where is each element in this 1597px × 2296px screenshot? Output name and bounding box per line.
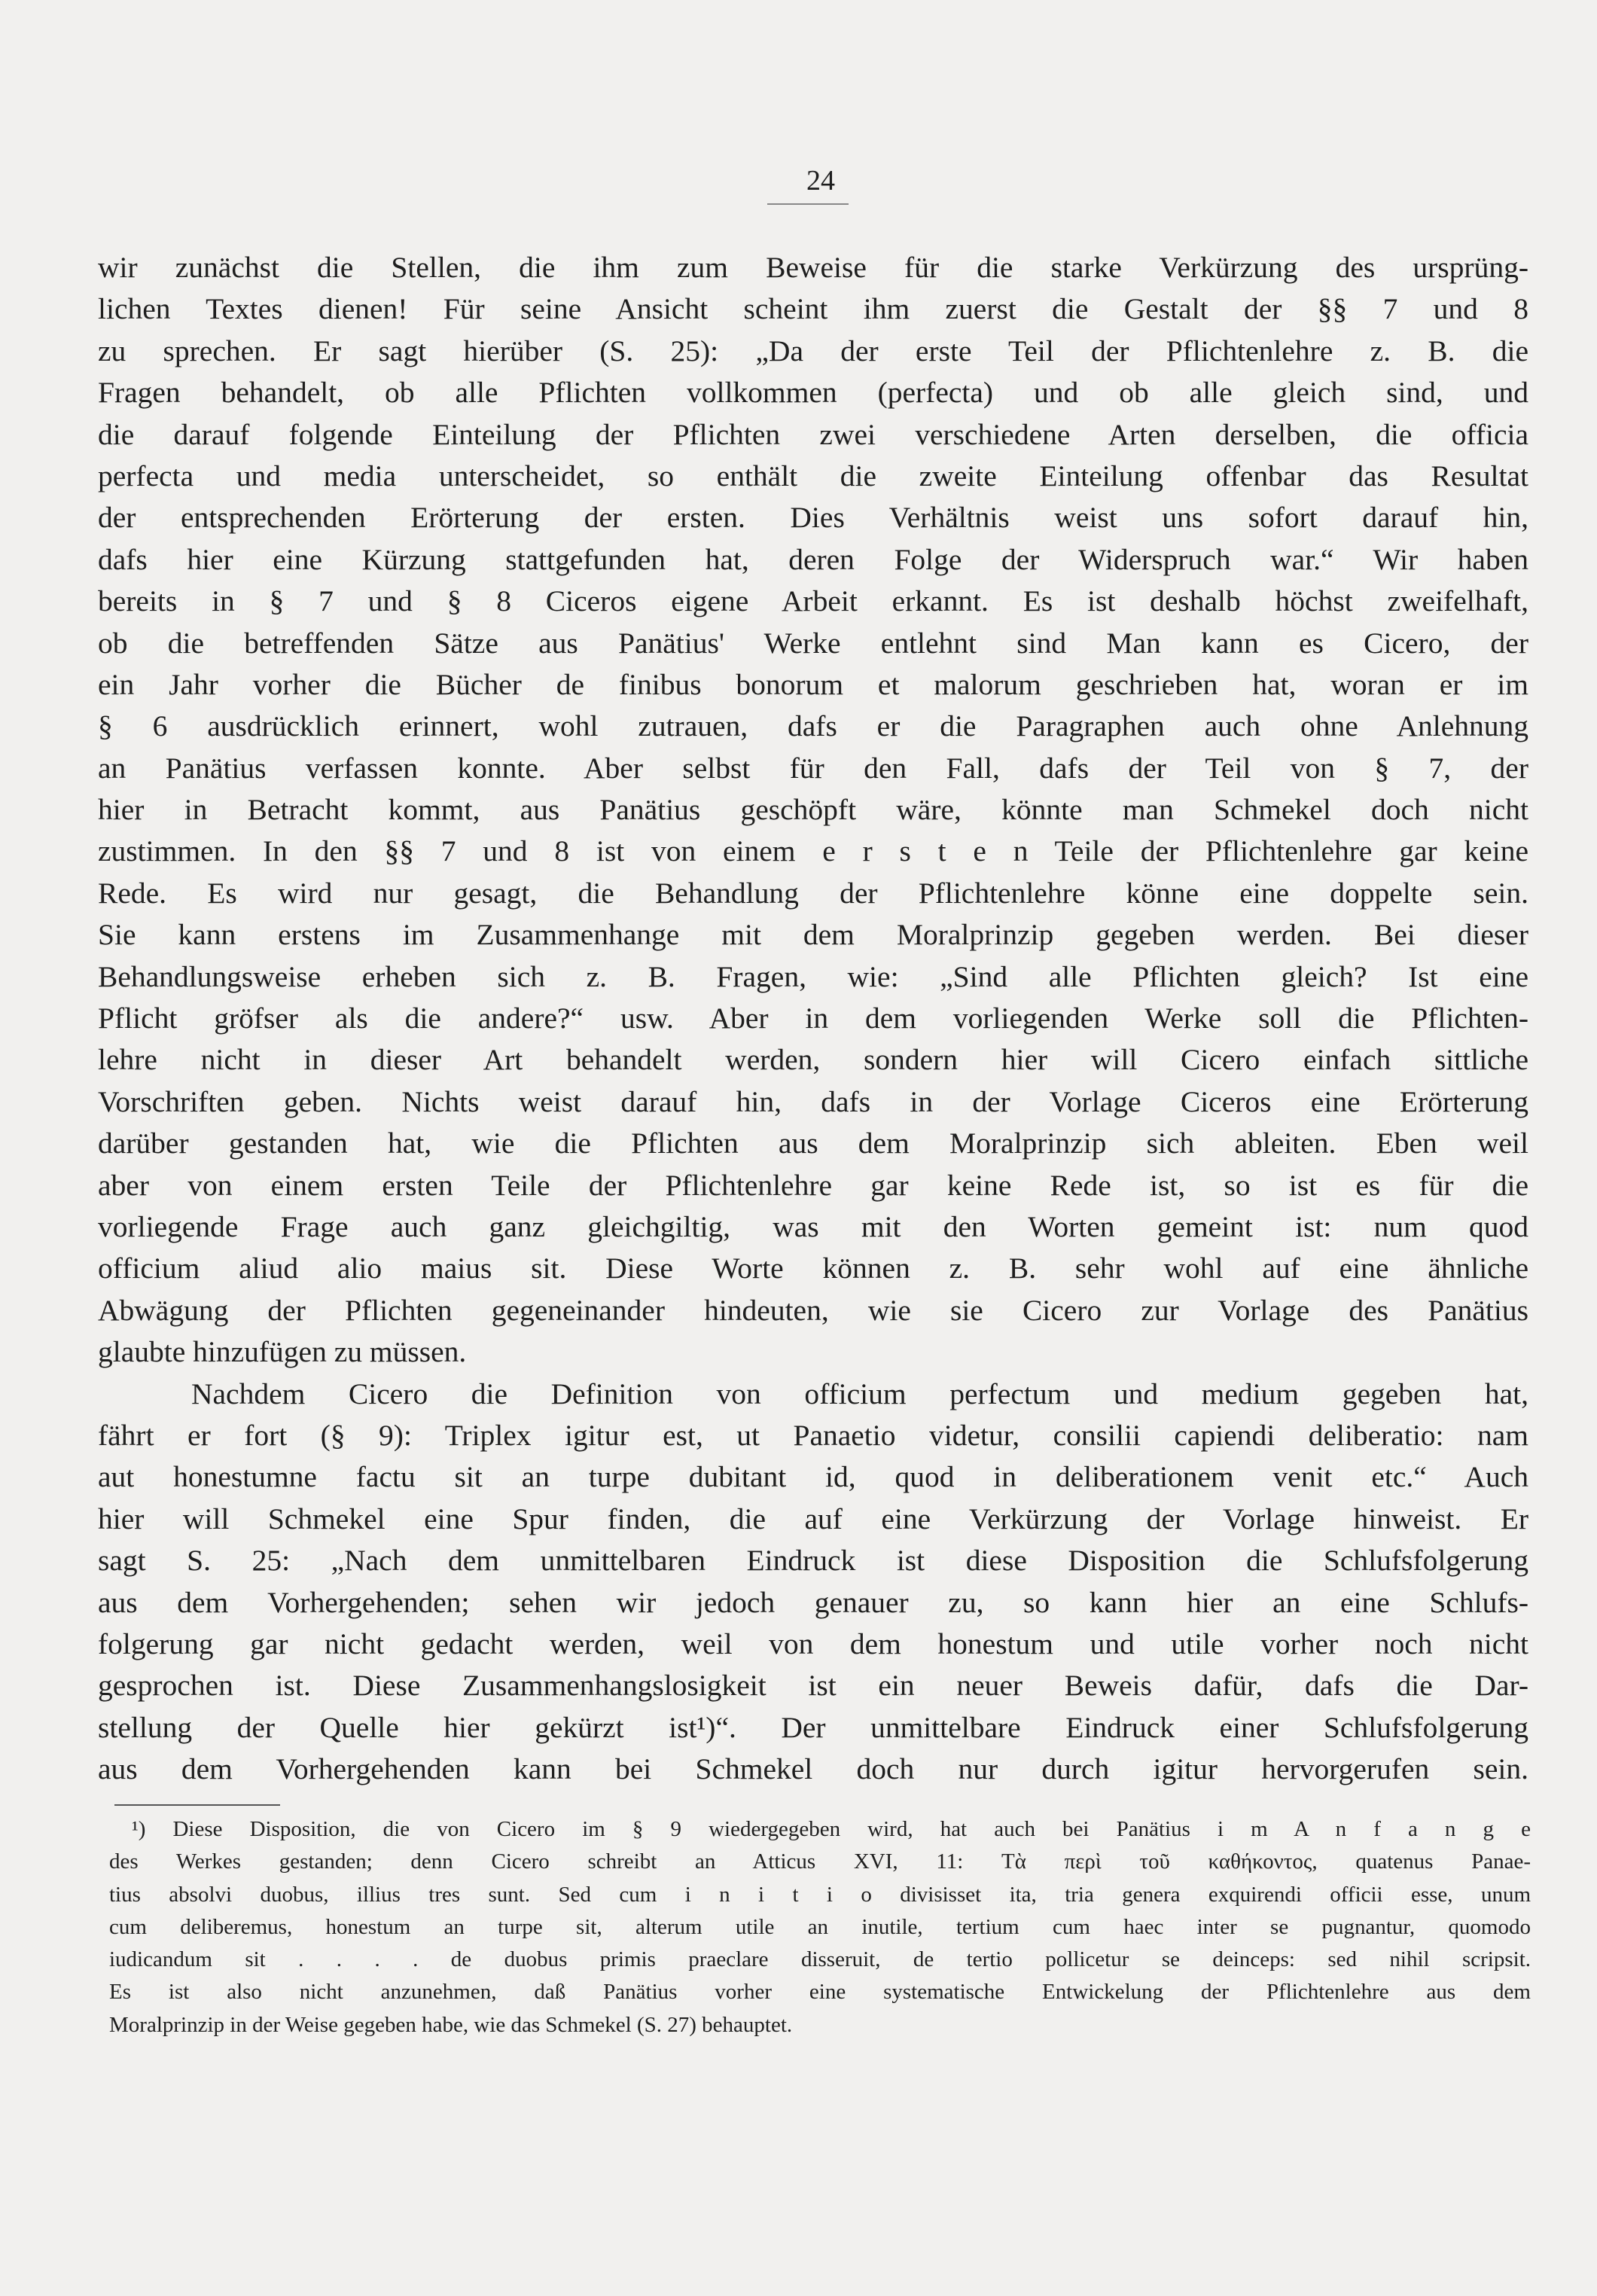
body-line: lichen Textes dienen! Für seine Ansicht scheint ihm zuerst die Gestalt der §§ 7 und 8 (98, 292, 1528, 326)
footnote-line: cum deliberemus, honestum an turpe sit, alterum utile an inutile, tertium cum haec inter se pugnantur, quomodo (109, 1914, 1531, 1939)
body-line: fährt er fort (§ 9): Triplex igitur est, ut Panaetio videtur, consilii capiendi deliberatio: nam (98, 1418, 1528, 1452)
body-line: § 6 ausdrücklich erinnert, wohl zutrauen, dafs er die Paragraphen auch ohne Anlehnung (98, 709, 1528, 743)
footnote-rule (114, 1804, 280, 1806)
body-line: ein Jahr vorher die Bücher de finibus bonorum et malorum geschrieben hat, woran er im (98, 667, 1528, 701)
body-line: dafs hier eine Kürzung stattgefunden hat, deren Folge der Widerspruch war.“ Wir haben (98, 542, 1528, 576)
body-line: an Panätius verfassen konnte. Aber selbst für den Fall, dafs der Teil von § 7, der (98, 751, 1528, 785)
body-line: sagt S. 25: „Nach dem unmittelbaren Eindruck ist diese Disposition die Schlufsfolgerung (98, 1544, 1528, 1578)
footnote-line: Moralprinzip in der Weise gegeben habe, wie das Schmekel (S. 27) behauptet. (109, 2012, 793, 2037)
body-line: perfecta und media unterscheidet, so enthält die zweite Einteilung offenbar das Resultat (98, 459, 1528, 492)
body-line: lehre nicht in dieser Art behandelt werden, sondern hier will Cicero einfach sittliche (98, 1043, 1528, 1077)
body-line: der entsprechenden Erörterung der ersten. Dies Verhältnis weist uns sofort darauf hin, (98, 501, 1528, 535)
body-line: darüber gestanden hat, wie die Pflichten aus dem Moralprinzip sich ableiten. Eben weil (98, 1127, 1528, 1160)
body-line: hier will Schmekel eine Spur finden, die auf eine Verkürzung der Vorlage hinweist. Er (98, 1502, 1528, 1535)
body-line: bereits in § 7 und § 8 Ciceros eigene Arbeit erkannt. Es ist deshalb höchst zweifelhaft, (98, 584, 1528, 618)
body-line: Vorschriften geben. Nichts weist darauf hin, dafs in der Vorlage Ciceros eine Erörterung (98, 1084, 1528, 1118)
body-line: Nachdem Cicero die Definition von officium perfectum und medium gegeben hat, (191, 1377, 1528, 1410)
body-line: Behandlungsweise erheben sich z. B. Fragen, wie: „Sind alle Pflichten gleich? Ist eine (98, 959, 1528, 993)
body-line: die darauf folgende Einteilung der Pflichten zwei verschiedene Arten derselben, die officia (98, 417, 1528, 451)
footnote-line: Es ist also nicht anzunehmen, daß Panätius vorher eine systematische Entwickelung der Pflichtenlehre aus dem (109, 1980, 1531, 2005)
footnotes (109, 1813, 1531, 2041)
body-line: Sie kann erstens im Zusammenhange mit dem Moralprinzip gegeben werden. Bei dieser (98, 918, 1528, 952)
body-line: officium aliud alio maius sit. Diese Worte können z. B. sehr wohl auf eine ähnliche (98, 1252, 1528, 1285)
body-line: wir zunächst die Stellen, die ihm zum Beweise für die starke Verkürzung des ursprüng- (98, 251, 1528, 284)
footnote-line: ¹) Diese Disposition, die von Cicero im § 9 wiedergegeben wird, hat auch bei Panätius i m A n f a n g e (132, 1817, 1531, 1841)
footnote-line: tius absolvi duobus, illius tres sunt. Sed cum i n i t i o divisisset ita, tria genera exquirendi officii esse, unum (109, 1882, 1531, 1907)
body-line: stellung der Quelle hier gekürzt ist¹)“. Der unmittelbare Eindruck einer Schlufsfolgerung (98, 1710, 1528, 1744)
body-line: Pflicht gröfser als die andere?“ usw. Aber in dem vorliegenden Werke soll die Pflichten- (98, 1002, 1528, 1035)
body-line: aus dem Vorhergehenden kann bei Schmekel doch nur durch igitur hervorgerufen sein. (98, 1752, 1528, 1786)
body-line: glaubte hinzufügen zu müssen. (98, 1335, 467, 1369)
body-line: Abwägung der Pflichten gegeneinander hindeuten, wie sie Cicero zur Vorlage des Panätius (98, 1293, 1528, 1327)
body-line: hier in Betracht kommt, aus Panätius geschöpft wäre, könnte man Schmekel doch nicht (98, 793, 1528, 827)
body-line: zu sprechen. Er sagt hierüber (S. 25): „Da der erste Teil der Pflichtenlehre z. B. die (98, 334, 1528, 367)
footnote-line: des Werkes gestanden; denn Cicero schreibt an Atticus XVI, 11: Τὰ περὶ τοῦ καθήκοντος, quatenus Panae- (109, 1849, 1531, 1874)
body-line: zustimmen. In den §§ 7 und 8 ist von einem e r s t e n Teile der Pflichtenlehre gar keine (98, 834, 1528, 868)
body-line: gesprochen ist. Diese Zusammenhangslosigkeit ist ein neuer Beweis dafür, dafs die Dar- (98, 1669, 1528, 1703)
body-line: Fragen behandelt, ob alle Pflichten vollkommen (perfecta) und ob alle gleich sind, und (98, 376, 1528, 410)
body-line: aus dem Vorhergehenden; sehen wir jedoch genauer zu, so kann hier an eine Schlufs- (98, 1585, 1528, 1619)
page-number-rule (767, 203, 849, 205)
body-line: folgerung gar nicht gedacht werden, weil von dem honestum und utile vorher noch nicht (98, 1627, 1528, 1660)
body-line: Rede. Es wird nur gesagt, die Behandlung der Pflichtenlehre könne eine doppelte sein. (98, 876, 1528, 910)
body-line: vorliegende Frage auch ganz gleichgiltig, was mit den Worten gemeint ist: num quod (98, 1209, 1528, 1243)
page-number: 24 (806, 165, 835, 197)
body-line: aber von einem ersten Teile der Pflichtenlehre gar keine Rede ist, so ist es für die (98, 1168, 1528, 1202)
footnote-line: iudicandum sit . . . . de duobus primis praeclare disseruit, de tertio pollicetur se deinceps: sed nihil scripsit. (109, 1947, 1531, 1972)
body-text (98, 247, 1528, 1832)
body-line: aut honestumne factu sit an turpe dubitant id, quod in deliberationem venit etc.“ Auch (98, 1460, 1528, 1494)
body-line: ob die betreffenden Sätze aus Panätius' Werke entlehnt sind Man kann es Cicero, der (98, 626, 1528, 660)
